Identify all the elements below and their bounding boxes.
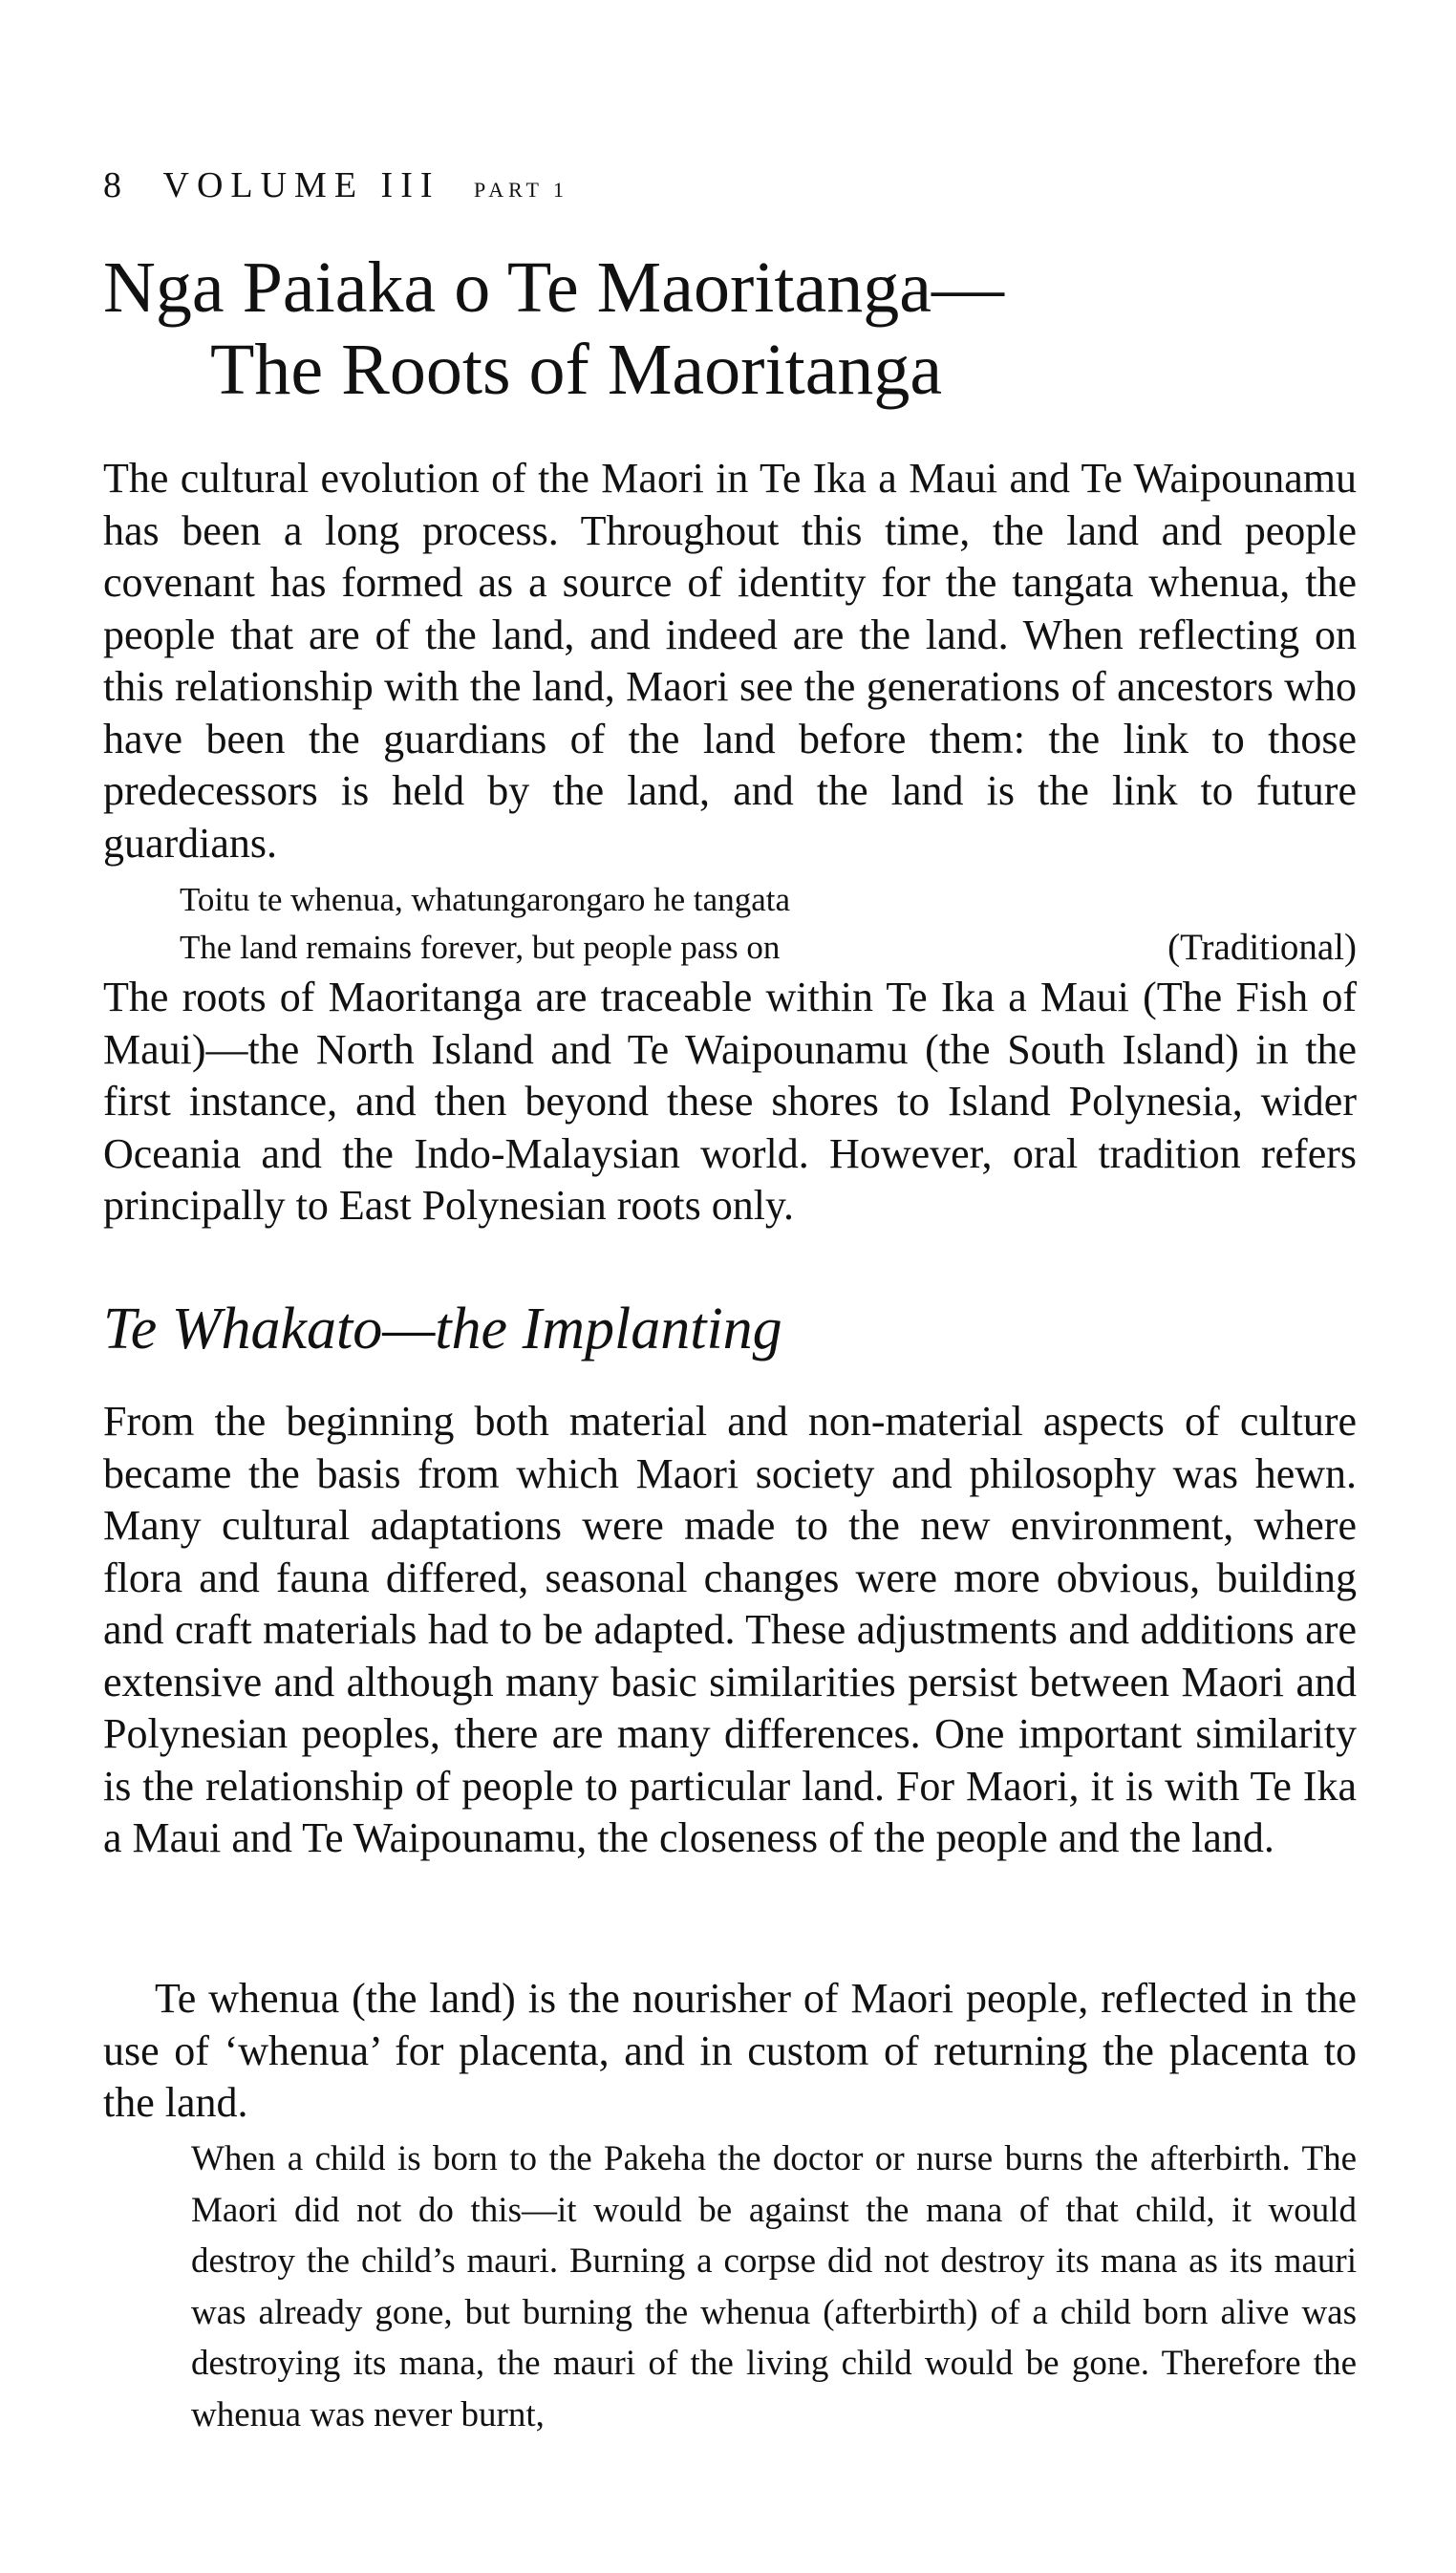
proverb	[180, 876, 1357, 972]
page-number: 8	[103, 165, 129, 205]
chapter-title-line-1: Nga Paiaka o Te Maoritanga—	[103, 247, 1004, 328]
chapter-title-line-2: The Roots of Maoritanga	[210, 330, 943, 410]
part-label: PART 1	[474, 178, 569, 202]
paragraph-whenua: Te whenua (the land) is the nourisher of Maori people, reflected in the use of ‘whenua’ for placenta, and in custom of returning the placenta to the land.	[103, 1975, 1357, 2126]
proverb-english-row	[180, 924, 1357, 972]
proverb-english: The land remains forever, but people pass on	[180, 929, 781, 966]
paragraph-roots: The roots of Maoritanga are traceable within Te Ika a Maui (The Fish of Maui)—the North Island and Te Waipounamu (the South Island) in the first instance, and then beyond these shores to Island Polynesia, wider Oceania and the Indo-Malaysian world. However, oral tradition refers principally to East Polynesian roots only.	[103, 974, 1357, 1229]
section-heading: Te Whakato—the Implanting	[103, 1297, 782, 1362]
paragraph-intro: The cultural evolution of the Maori in Te Ika a Maui and Te Waipounamu has been a long process. Throughout this time, the land and people covenant has formed as a source of identity for the tangata whenua, the people that are of the land, and indeed are the land. When reflecting on this relationship with the land, Maori see the generations of ancestors who have been the guardians of the land before them: the link to those predecessors is held by the land, and the land is the link to future guardians.	[103, 455, 1357, 867]
paragraph-beginning: From the beginning both material and non-material aspects of culture became the basis from which Maori society and philosophy was hewn. Many cultural adaptations were made to the new environment, where flora and fauna differed, seasonal changes were more obvious, building and craft materials had to be adapted. These adjustments and additions are extensive and although many basic similarities persist between Maori and Polynesian peoples, there are many differences. One important similarity is the relationship of people to particular land. For Maori, it is with Te Ika a Maui and Te Waipounamu, the closeness of the people and the land.	[103, 1398, 1357, 1861]
volume-label: VOLUME III	[162, 165, 440, 205]
proverb-maori: Toitu te whenua, whatungarongaro he tangata	[180, 881, 790, 918]
chapter-title	[103, 247, 1364, 411]
proverb-source: (Traditional)	[1167, 927, 1357, 968]
block-quote: When a child is born to the Pakeha the doctor or nurse burns the afterbirth. The Maori did not do this—it would be against the mana of that child, it would destroy the child’s mauri. Burning a corpse did not destroy its mana as its mauri was already gone, but burning the whenua (afterbirth) of a child born alive was destroying its mana, the mauri of the living child would be gone. Therefore the whenua was never burnt,	[191, 2139, 1357, 2434]
running-head	[103, 164, 568, 206]
